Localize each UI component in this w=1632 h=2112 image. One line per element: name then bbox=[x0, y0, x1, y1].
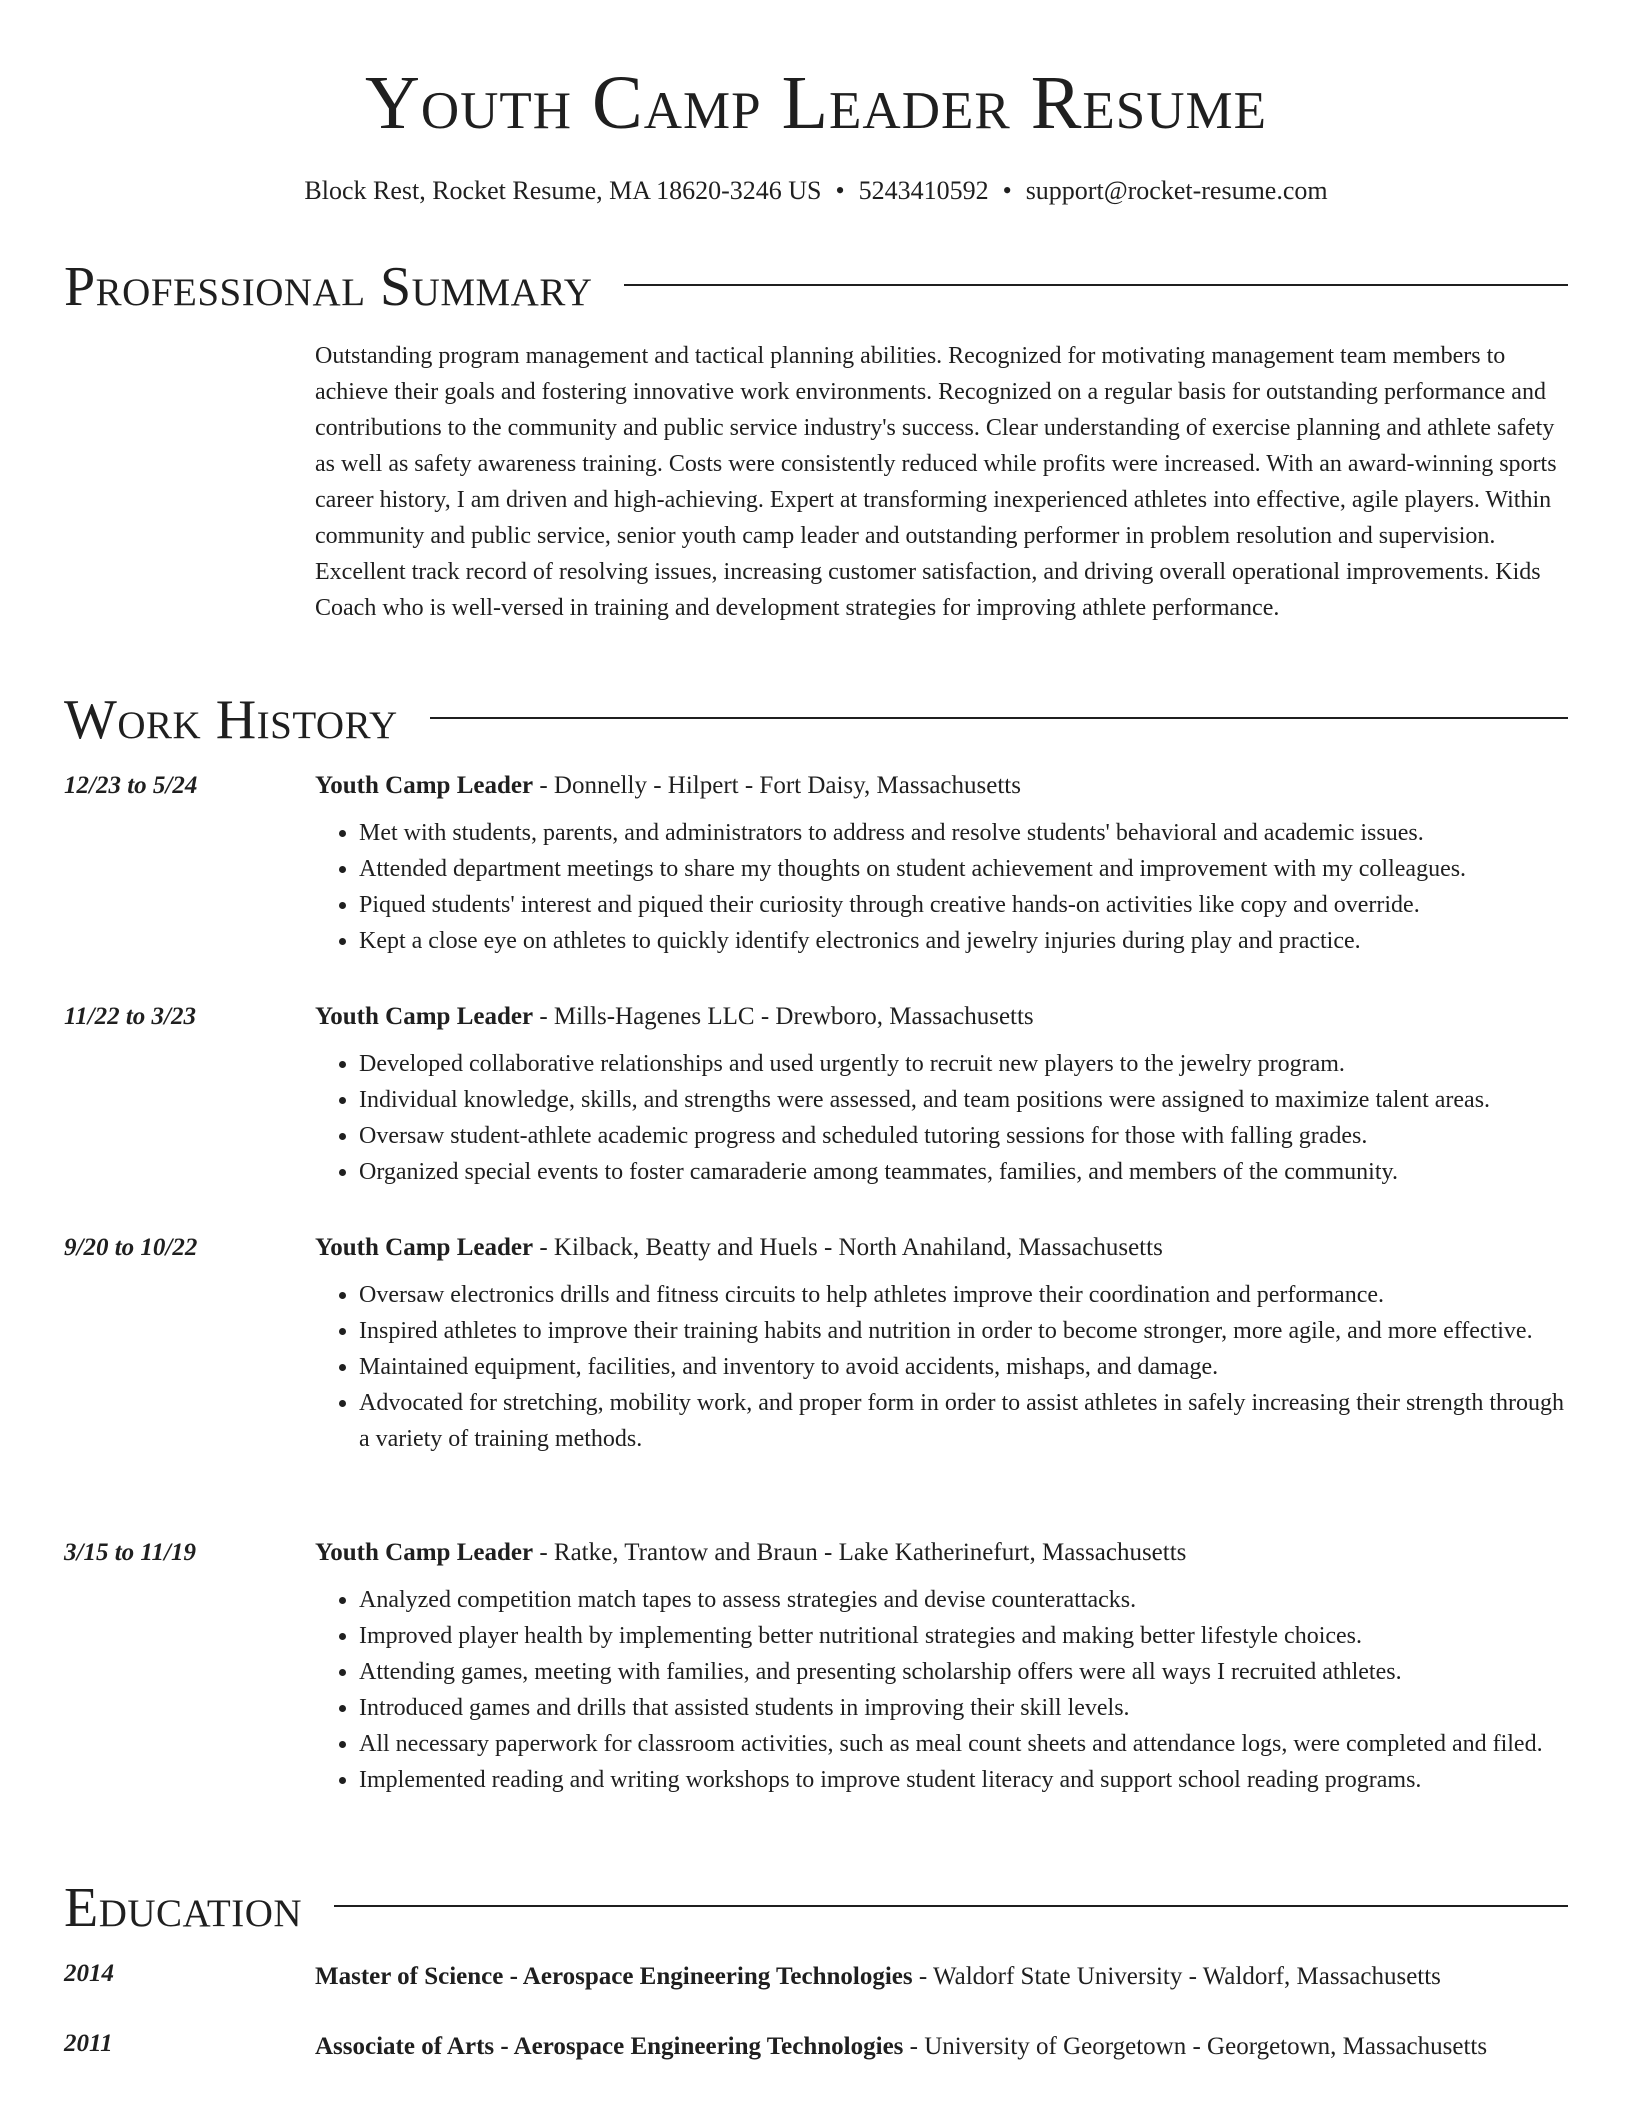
job-bullet: • Oversaw electronics drills and fitness circuits to help athletes improve their coordination and performance. bbox=[359, 1277, 1568, 1313]
contact-address: Block Rest, Rocket Resume, MA 18620-3246 US bbox=[304, 176, 822, 205]
section-divider bbox=[624, 284, 1568, 286]
job-dates: 3/15 to 11/19 bbox=[64, 1539, 196, 1566]
section-header-summary bbox=[64, 254, 1568, 320]
contact-separator: • bbox=[1002, 176, 1012, 205]
section-title-education: Education bbox=[64, 1877, 303, 1939]
job-bullets bbox=[315, 1582, 1568, 1798]
section-header-work-history bbox=[64, 687, 1568, 753]
education-entry bbox=[64, 1957, 1568, 1997]
job-dates: 12/23 to 5/24 bbox=[64, 772, 198, 799]
summary-text: Outstanding program management and tactical planning abilities. Recognized for motivating management team members to achieve their goals and fostering innovative work environments. Recognized on a regular basis for outstanding performance and contributions to the community and public service industry's success. Clear understanding of exercise planning and athlete safety as well as safety awareness training. Costs were consistently reduced while profits were increased. With an award-winning sports career history, I am driven and high-achieving. Expert at transforming inexperienced athletes into effective, agile players. Within community and public service, senior youth camp leader and outstanding performer in problem resolution and supervision. Excellent track record of resolving issues, increasing customer satisfaction, and driving overall operational improvements. Kids Coach who is well-versed in training and development strategies for improving athlete performance. bbox=[315, 343, 1557, 621]
job-title: Youth Camp Leader bbox=[315, 1003, 534, 1030]
job-title: Youth Camp Leader bbox=[315, 772, 534, 799]
contact-line bbox=[0, 174, 1632, 208]
job-dates: 9/20 to 10/22 bbox=[64, 1234, 198, 1261]
job-employer: - Kilback, Beatty and Huels - North Anahiland, Massachusetts bbox=[533, 1234, 1163, 1261]
job-bullet: • Kept a close eye on athletes to quickly identify electronics and jewelry injuries during play and practice. bbox=[359, 923, 1568, 959]
job-entry bbox=[64, 1536, 1568, 1798]
job-entry bbox=[64, 1231, 1568, 1457]
job-bullet: • Maintained equipment, facilities, and inventory to avoid accidents, mishaps, and damage. bbox=[359, 1349, 1568, 1385]
contact-phone: 5243410592 bbox=[858, 176, 989, 205]
contact-email: support@rocket-resume.com bbox=[1025, 176, 1328, 205]
job-heading bbox=[315, 769, 1568, 803]
job-employer: - Ratke, Trantow and Braun - Lake Katherinefurt, Massachusetts bbox=[533, 1539, 1187, 1566]
job-bullets bbox=[315, 1046, 1568, 1190]
section-title-work-history: Work History bbox=[64, 689, 398, 751]
job-bullet: • Developed collaborative relationships and used urgently to recruit new players to the jewelry program. bbox=[359, 1046, 1568, 1082]
job-bullet: • Improved player health by implementing better nutritional strategies and making better lifestyle choices. bbox=[359, 1618, 1568, 1654]
job-bullet: • Advocated for stretching, mobility work, and proper form in order to assist athletes in safely increasing their strength through a variety of training methods. bbox=[359, 1385, 1568, 1457]
education-heading bbox=[315, 2027, 1568, 2067]
job-heading bbox=[315, 1536, 1568, 1570]
job-dates: 11/22 to 3/23 bbox=[64, 1003, 196, 1030]
job-bullet: • Individual knowledge, skills, and strengths were assessed, and team positions were assigned to maximize talent areas. bbox=[359, 1082, 1568, 1118]
job-bullets bbox=[315, 815, 1568, 959]
section-title-summary: Professional Summary bbox=[64, 256, 593, 318]
job-bullet: • Organized special events to foster camaraderie among teammates, families, and members of the community. bbox=[359, 1154, 1568, 1190]
job-heading bbox=[315, 1000, 1568, 1034]
section-divider bbox=[430, 717, 1568, 719]
job-bullet: • Piqued students' interest and piqued their curiosity through creative hands-on activities like copy and override. bbox=[359, 887, 1568, 923]
section-divider bbox=[334, 1905, 1568, 1907]
job-bullet: • Introduced games and drills that assisted students in improving their skill levels. bbox=[359, 1690, 1568, 1726]
contact-separator: • bbox=[835, 176, 845, 205]
job-entry bbox=[64, 1000, 1568, 1190]
job-title: Youth Camp Leader bbox=[315, 1539, 534, 1566]
job-bullet: • Oversaw student-athlete academic progress and scheduled tutoring sessions for those with falling grades. bbox=[359, 1118, 1568, 1154]
job-employer: - Mills-Hagenes LLC - Drewboro, Massachusetts bbox=[533, 1003, 1034, 1030]
education-year: 2014 bbox=[64, 1960, 114, 1987]
job-bullet: • Attending games, meeting with families, and presenting scholarship offers were all ways I recruited athletes. bbox=[359, 1654, 1568, 1690]
job-employer: - Donnelly - Hilpert - Fort Daisy, Massachusetts bbox=[533, 772, 1021, 799]
education-degree: Master of Science - Aerospace Engineering Technologies bbox=[315, 1963, 913, 1990]
job-bullet: • Analyzed competition match tapes to assess strategies and devise counterattacks. bbox=[359, 1582, 1568, 1618]
education-school: - Waldorf State University - Waldorf, Massachusetts bbox=[912, 1963, 1441, 1990]
education-school: - University of Georgetown - Georgetown, Massachusetts bbox=[903, 2033, 1488, 2060]
section-header-education bbox=[64, 1875, 1568, 1941]
job-bullet: • Implemented reading and writing workshops to improve student literacy and support school reading programs. bbox=[359, 1762, 1568, 1798]
job-bullet: • All necessary paperwork for classroom activities, such as meal count sheets and attendance logs, were completed and filed. bbox=[359, 1726, 1568, 1762]
education-year: 2011 bbox=[64, 2030, 113, 2057]
job-entry bbox=[64, 769, 1568, 959]
job-heading bbox=[315, 1231, 1568, 1265]
job-title: Youth Camp Leader bbox=[315, 1234, 534, 1261]
education-heading bbox=[315, 1957, 1568, 1997]
job-bullet: • Met with students, parents, and administrators to address and resolve students' behavioral and academic issues. bbox=[359, 815, 1568, 851]
resume-title: Youth Camp Leader Resume bbox=[364, 61, 1268, 145]
job-bullets bbox=[315, 1277, 1568, 1457]
education-entry bbox=[64, 2027, 1568, 2067]
job-bullet: • Attended department meetings to share my thoughts on student achievement and improvement with my colleagues. bbox=[359, 851, 1568, 887]
education-degree: Associate of Arts - Aerospace Engineering Technologies bbox=[315, 2033, 904, 2060]
job-bullet: • Inspired athletes to improve their training habits and nutrition in order to become stronger, more agile, and more effective. bbox=[359, 1313, 1568, 1349]
